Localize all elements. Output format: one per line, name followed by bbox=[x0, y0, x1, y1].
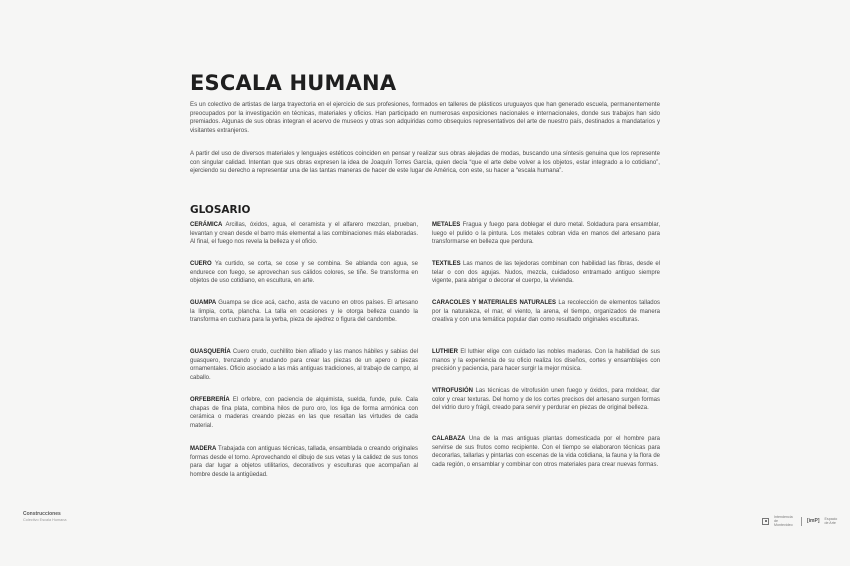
glossary-term: ORFEBRERÍA bbox=[190, 397, 230, 403]
footer-logo-text: [imP] bbox=[807, 518, 820, 524]
footer-seal-text: Intendencia de Montevideo bbox=[774, 515, 793, 527]
glossary-text: La recolección de elementos tallados por la naturaleza, el mar, el viento, la arena, el tiempo, organizados de manera creativa y con una temática popular dan como resultado originales esculturas. bbox=[432, 300, 660, 324]
footer-brand-name: Construcciones bbox=[23, 511, 61, 517]
glossary-entry-caracoles bbox=[432, 299, 660, 325]
glossary-text: Las técnicas de vitrofusión unen fuego y óxidos, para moldear, dar color y crear texturas. Del horno y de los cortes precisos del artesano surgen formas del vidrio duro y frágil, creado para servir y perdurar en piezas de original belleza. bbox=[432, 388, 660, 412]
glossary-text: Arcillas, óxidos, agua, el ceramista y el alfarero mezclan, prueban, levantan y crean desde el barro más elemental a las combinaciones más elaboradas. Al final, el fuego nos revela la belleza y el oficio. bbox=[190, 222, 418, 246]
intro-paragraph-1: Es un colectivo de artistas de larga trayectoria en el ejercicio de sus profesiones, formados en talleres de plásticos uruguayos que han generado escuela, permanentemente preocupados por la investigación en técnicas, materiales y oficios. Han participado en numerosas exposiciones nacionales e internacionales, donde sus trabajos han sido premiados. Algunas de sus obras integran el acervo de museos y otras son adquiridas como obsequios representativos del arte de nuestro país, destinados a mandatarios y visitantes extranjeros. bbox=[190, 101, 660, 134]
glossary-entry-textiles bbox=[432, 260, 660, 286]
glossary-text: El orfebre, con paciencia de alquimista, suelda, funde, pule. Cala chapas de fina plata, combina hilos de puro oro, los liga de forma armónica con cerámica o maderas creando piezas en las que resaltan las virtudes de cada material. bbox=[190, 397, 418, 429]
footer-logo-sub: Espacio de Arte bbox=[824, 517, 838, 525]
glossary-term: CERÁMICA bbox=[190, 222, 223, 228]
glossary-entry-orfebreria bbox=[190, 396, 418, 430]
glossary-text: Ya curtido, se corta, se cose y se combina. Se ablanda con agua, se endurece con fuego, se aprovechan sus cálidos colores, se tiñe. Se transforma en objetos de uso cotidiano, en escultura, en arte. bbox=[190, 261, 418, 285]
glossary-entry-calabaza bbox=[432, 435, 660, 469]
glossary-term: GUASQUERÍA bbox=[190, 349, 231, 355]
glossary-text: Guampa se dice acá, cacho, asta de vacuno en otros países. El artesano la limpia, corta, plancha. La talla en ocasiones y le otorga belleza cuando la transforma en cuchara para la yerba, pieza de ajedrez o figura del candombe. bbox=[190, 300, 418, 324]
glossary-term: CUERO bbox=[190, 261, 212, 267]
seal-icon bbox=[762, 518, 769, 525]
glossary-heading: GLOSARIO bbox=[190, 204, 251, 216]
glossary-text: Las manos de las tejedoras combinan con habilidad las fibras, desde el telar o con dos agujas. Nudos, mezcla, cuidadoso entramado antiguo siempre vigente, para abrigar o decorar el cuerpo, la vivienda. bbox=[432, 261, 660, 285]
logo-divider bbox=[801, 517, 802, 526]
glossary-entry-guampa bbox=[190, 299, 418, 325]
intro-paragraph-2: A partir del uso de diversos materiales y lenguajes estéticos coinciden en pensar y realizar sus obras alejadas de modas, buscando una síntesis genuina que los represente con singular calidad. Intentan que sus obras expresen la idea de Joaquín Torres García, quien decía “que el arte debe volver a los objetos, estar integrado a lo cotidiano”, ejerciendo su derecho a representar una de las tantas maneras de hacer de este lugar de América, con este, su hacer a “escala humana”. bbox=[190, 150, 660, 175]
glossary-term: LUTHIER bbox=[432, 349, 458, 355]
glossary-text: Trabajada con antiguas técnicas, tallada, ensamblada o creando originales formas desde el torno. Aprovechando el dibujo de sus vetas y la calidez de sus tonos para dar lugar a objetos utilitarios, decorativos y esculturas que acompañan al hombre desde la antigüedad. bbox=[190, 446, 418, 478]
glossary-term: GUAMPA bbox=[190, 300, 217, 306]
glossary-term: VITROFUSIÓN bbox=[432, 388, 474, 394]
glossary-term: CALABAZA bbox=[432, 436, 466, 442]
glossary-entry-madera bbox=[190, 445, 418, 479]
footer-brand-sub: Colectivo Escala Humana bbox=[23, 517, 67, 522]
glossary-term: MADERA bbox=[190, 446, 217, 452]
glossary-entry-cuero bbox=[190, 260, 418, 286]
glossary-text: Una de la mas antiguas plantas domesticada por el hombre para servirse de sus frutos como recipiente. Con el tiempo se elaboraron técnicas para decorarlas, tallarlas y pintarlas con escenas de la vida cotidiana, la fauna y la flora de cada región, o ensamblar y combinar con otros materiales para crear nuevas formas. bbox=[432, 436, 660, 468]
glossary-entry-vitrofusion bbox=[432, 387, 660, 413]
glossary-term: CARACOLES Y MATERIALES NATURALES bbox=[432, 300, 557, 306]
glossary-text: El luthier elige con cuidado las nobles maderas. Con la habilidad de sus manos y la experiencia de su oficio realiza los diseños, cortes y ensamblajes con precisión y paciencia, para hacer surgir la mejor música. bbox=[432, 349, 660, 373]
glossary-entry-ceramica bbox=[190, 221, 418, 247]
glossary-text: Fragua y fuego para doblegar el duro metal. Soldadura para ensamblar, luego el pulido o la pintura. Los metales cobran vida en manos del artesano para transformarse en belleza que perdura. bbox=[432, 222, 660, 246]
glossary-text: Cuero crudo, cuchillito bien afilado y las manos hábiles y sabias del guasquero, trenzando y anudando para crear las piezas de un apero o piezas ornamentales. Oficio asociado a las más antiguas tradiciones, al trabajo de campo, al caballo. bbox=[190, 349, 418, 381]
glossary-term: METALES bbox=[432, 222, 461, 228]
glossary-entry-guasqueria bbox=[190, 348, 418, 382]
glossary-term: TEXTILES bbox=[432, 261, 461, 267]
footer-logos bbox=[762, 515, 839, 527]
glossary-entry-luthier bbox=[432, 348, 660, 374]
glossary-entry-metales bbox=[432, 221, 660, 247]
page-title: ESCALA HUMANA bbox=[190, 71, 397, 95]
footer-brand bbox=[23, 512, 66, 523]
